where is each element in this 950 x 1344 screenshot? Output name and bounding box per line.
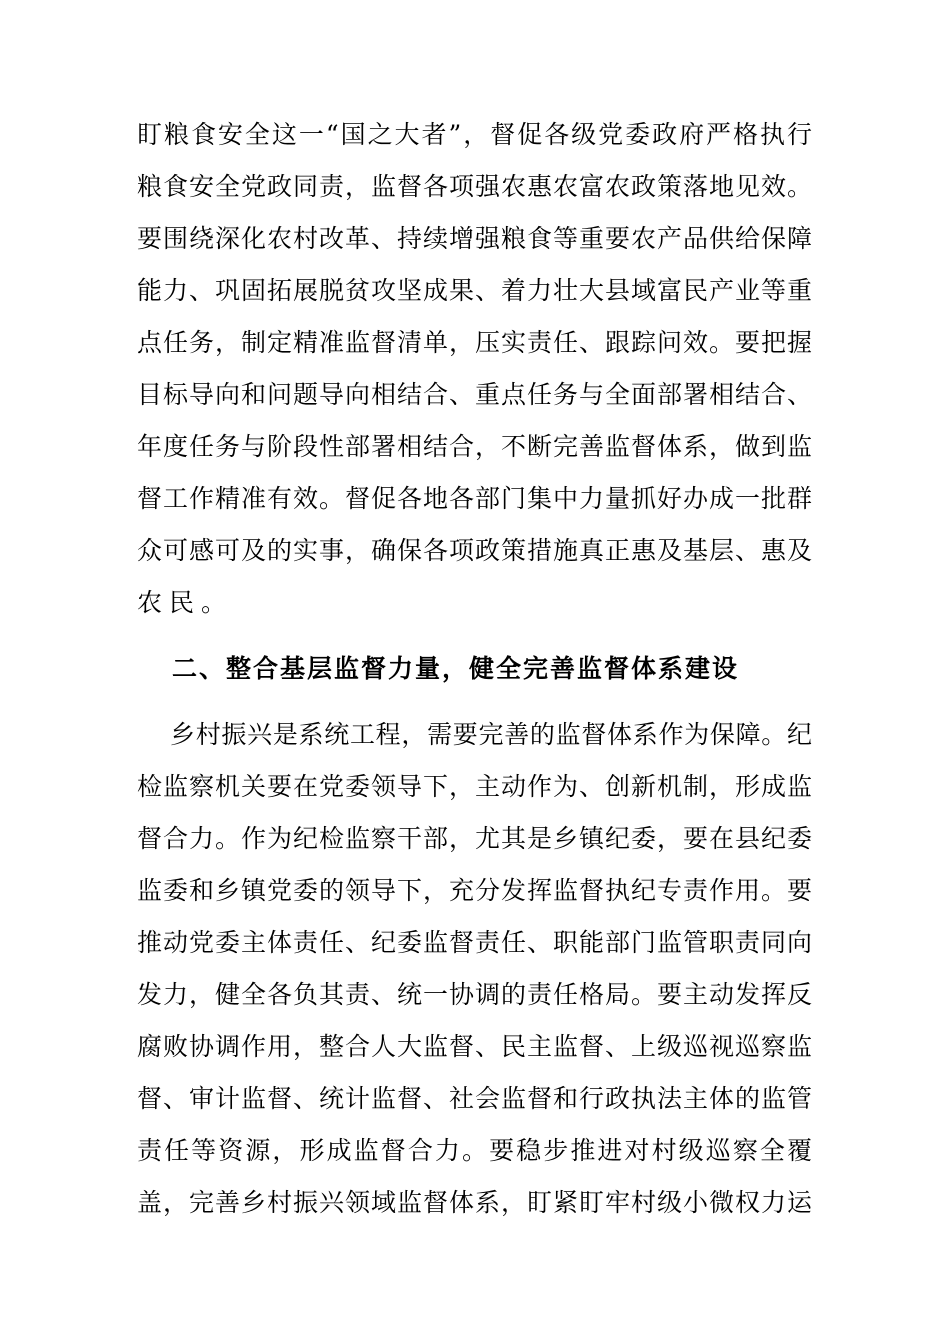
text-line: 众可感可及的实事，确保各项政策措施真正惠及基层、惠及	[137, 536, 812, 565]
text-line: 检监察机关要在党委领导下，主动作为、创新机制，形成监	[137, 772, 812, 801]
text-line: 发力，健全各负其责、统一协调的责任格局。要主动发挥反	[137, 980, 812, 1009]
text-line: 粮食安全党政同责，监督各项强农惠农富农政策落地见效。	[137, 172, 812, 201]
text-line: 腐败协调作用，整合人大监督、民主监督、上级巡视巡察监	[137, 1032, 812, 1061]
text-line: 要围绕深化农村改革、持续增强粮食等重要农产品供给保障	[137, 224, 812, 253]
text-line: 督、审计监督、统计监督、社会监督和行政执法主体的监管	[137, 1084, 812, 1113]
text-line: 点任务，制定精准监督清单，压实责任、跟踪问效。要把握	[137, 328, 812, 357]
text-line: 目标导向和问题导向相结合、重点任务与全面部署相结合、	[137, 380, 812, 409]
text-line: 督合力。作为纪检监察干部，尤其是乡镇纪委，要在县纪委	[137, 824, 812, 853]
text-line: 推动党委主体责任、纪委监督责任、职能部门监管职责同向	[137, 928, 812, 957]
text-line: 督工作精准有效。督促各地各部门集中力量抓好办成一批群	[137, 484, 812, 513]
text-line: 监委和乡镇党委的领导下，充分发挥监督执纪专责作用。要	[137, 876, 812, 905]
text-line: 年度任务与阶段性部署相结合，不断完善监督体系，做到监	[137, 432, 812, 461]
text-line: 农民。	[137, 588, 234, 617]
section-heading: 二、整合基层监督力量，健全完善监督体系建设	[172, 654, 740, 683]
text-line: 责任等资源，形成监督合力。要稳步推进对村级巡察全覆	[137, 1136, 812, 1165]
text-line: 乡村振兴是系统工程，需要完善的监督体系作为保障。纪	[170, 720, 812, 749]
text-line: 能力、巩固拓展脱贫攻坚成果、着力壮大县域富民产业等重	[137, 276, 812, 305]
text-line: 盯粮食安全这一“国之大者”，督促各级党委政府严格执行	[137, 120, 812, 149]
text-line: 盖，完善乡村振兴领域监督体系，盯紧盯牢村级小微权力运	[137, 1188, 812, 1217]
